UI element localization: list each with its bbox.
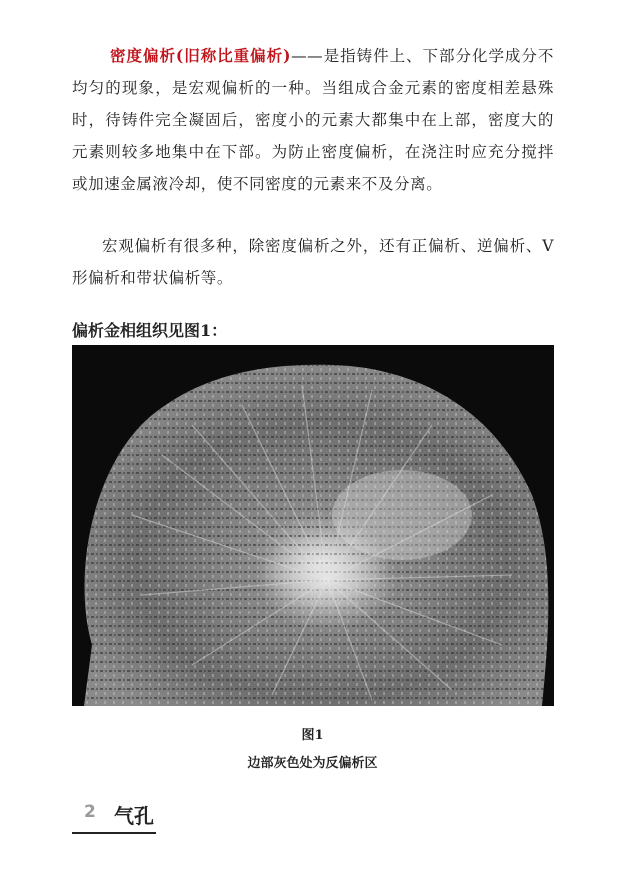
- paragraph-density-segregation: [72, 40, 554, 200]
- paragraph-1-body: ——是指铸件上、下部分化学成分不均匀的现象，是宏观偏析的一种。当组成合金元素的密度相差悬殊时，待铸件完全凝固后，密度小的元素大都集中在上部，密度大的元素则较多地集中在下部。为防止密度偏析，在浇注时应充分搅拌或加速金属液冷却，使不同密度的元素来不及分离。: [72, 47, 554, 193]
- section-number: 2: [84, 802, 96, 822]
- micrograph-image: [72, 345, 554, 706]
- paragraph-macro-segregation: 宏观偏析有很多种，除密度偏析之外，还有正偏析、逆偏析、V形偏析和带状偏析等。: [72, 237, 554, 287]
- figure-label: 图1: [301, 728, 324, 743]
- micrograph-illustration: [72, 345, 554, 706]
- section-title: 气孔: [114, 804, 154, 828]
- figure-intro-heading: 偏析金相组织见图1：: [72, 321, 228, 340]
- section-heading: [72, 798, 156, 834]
- figure-caption: 边部灰色处为反偏析区: [247, 756, 378, 771]
- term-density-segregation: 密度偏析(旧称比重偏析): [110, 46, 292, 65]
